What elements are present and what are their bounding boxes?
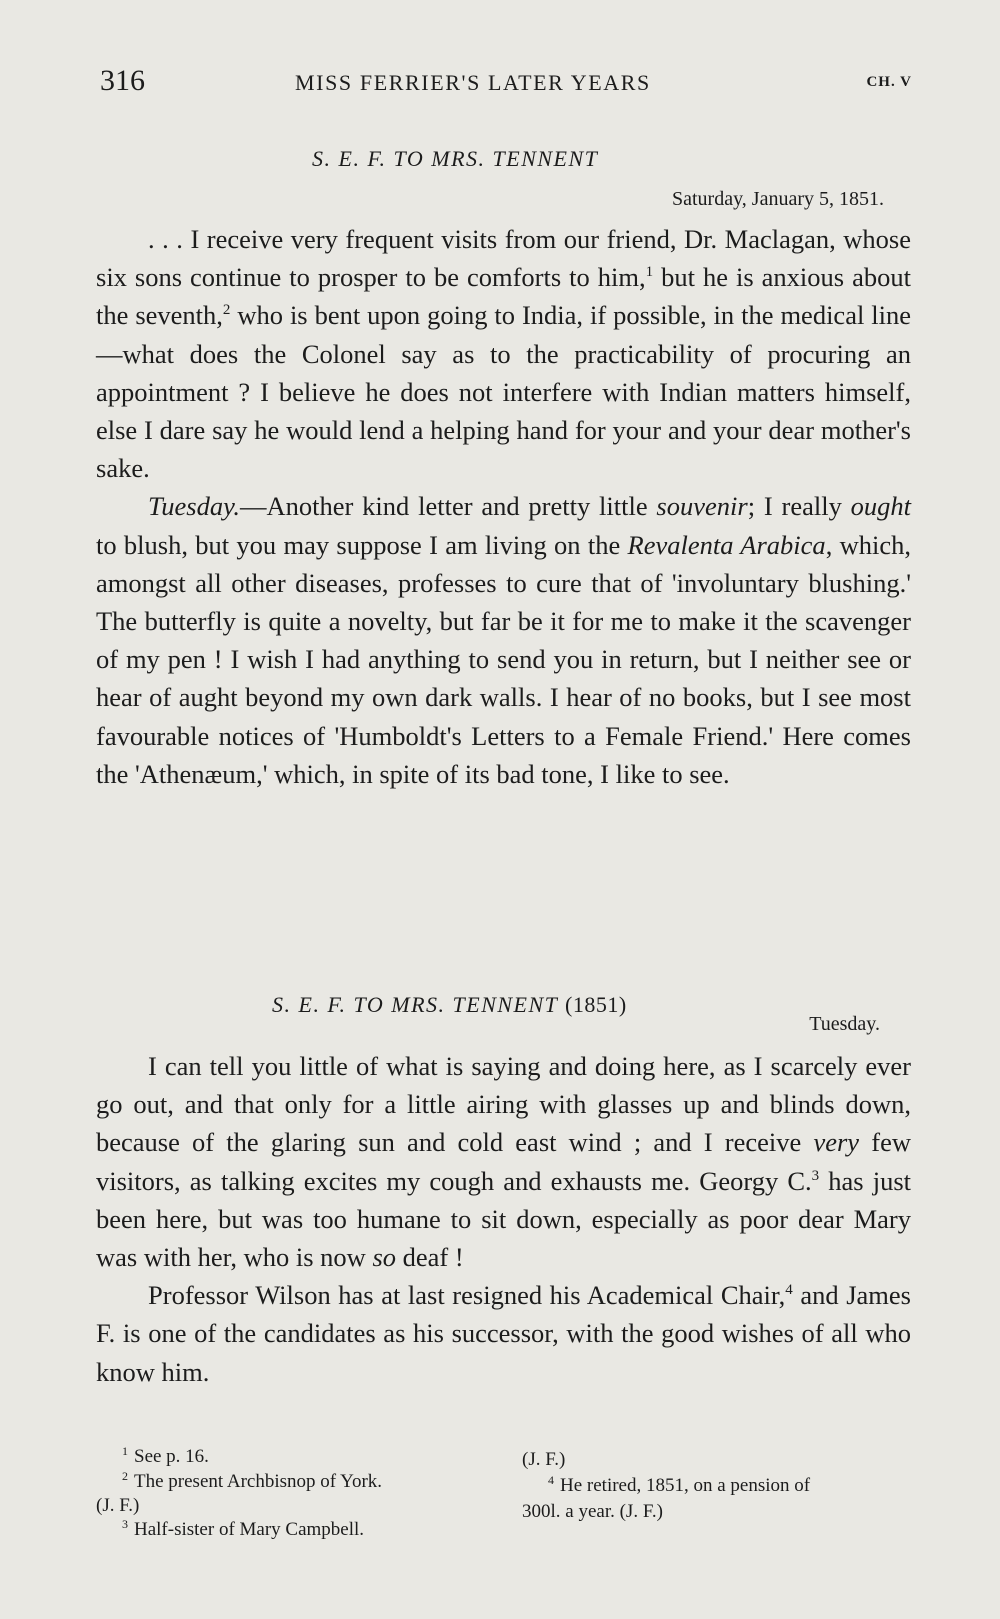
footnote-4: $^4$ He retired, 1851, on a pension of <box>548 1472 811 1496</box>
page-header <box>100 64 912 104</box>
letter-date-2: Tuesday. <box>809 1013 880 1035</box>
running-title: MISS FERRIER'S LATER YEARS <box>295 70 651 95</box>
letter-heading-1: S. E. F. TO MRS. TENNENT <box>312 146 599 171</box>
paragraph: Tuesday.—Another kind letter and pretty little souvenir; I really ought to blush, but you may suppose I am living on the Revalenta Arabica, which, amongst all other diseases, professes to cure that of 'involuntary blushing.' The butterfly is quite a novelty, but far be it for me to make it the scavenger of my pen ! I wish I had anything to send you in return, but I neither see or hear of aught beyond my own dark walls. I hear of no books, but I see most favourable notices of 'Humboldt's Letters to a Female Friend.' Here comes the 'Athenæum,' which, in spite of its bad tone, I like to see. <box>96 491 912 789</box>
page-number: 316 <box>100 64 145 97</box>
footnote-2-continued: (J. F.) <box>96 1495 140 1516</box>
letter-body-2 <box>96 1047 911 1391</box>
footnote-3: $^3$ Half-sister of Mary Campbell. <box>122 1516 365 1540</box>
footnote-ref: 4 <box>785 1282 793 1299</box>
paragraph: I can tell you little of what is saying and doing here, as I scarcely ever go out, and that only for a little airing with glasses up and blinds down, because of the glaring sun and cold east wind ; and I receive very few visitors, as talking excites my cough and exhausts me. Georgy C.$^3$ has just been here, but was too humane to sit down, especially as poor dear Mary was with her, who is now so deaf ! <box>96 1051 911 1273</box>
footnote-ref: 1 <box>645 264 654 281</box>
footnote-ref: 2 <box>222 302 231 319</box>
footnote-4-continued: 300l. a year. (J. F.) <box>522 1501 663 1522</box>
chapter-label: CH. V <box>866 74 912 90</box>
letter-heading-2: S. E. F. TO MRS. TENNENT (1851) <box>272 992 627 1017</box>
paragraph: Professor Wilson has at last resigned his Academical Chair,$^4$ and James F. is one of the candidates as his successor, with the good wishes of all who know him. <box>96 1280 911 1387</box>
letter-body-1 <box>96 220 911 793</box>
footnote-ref: 3 <box>811 1167 820 1184</box>
footnote-1: $^1$ See p. 16. <box>122 1443 209 1467</box>
footnote-3-continued: (J. F.) <box>522 1449 566 1470</box>
footnote-2: $^2$ The present Archbisnop of York. <box>122 1468 383 1492</box>
letter-date-1: Saturday, January 5, 1851. <box>672 188 884 210</box>
paragraph: . . . I receive very frequent visits from our friend, Dr. Maclagan, whose six sons continue to prosper to be comforts to him,$^1$ but he is anxious about the seventh,$^2$ who is bent upon going to India, if possible, in the medical line—what does the Colonel say as to the practicability of procuring an appointment ? I believe he does not interfere with Indian matters himself, else I dare say he would lend a helping hand for your and your dear mother's sake. <box>96 224 911 484</box>
